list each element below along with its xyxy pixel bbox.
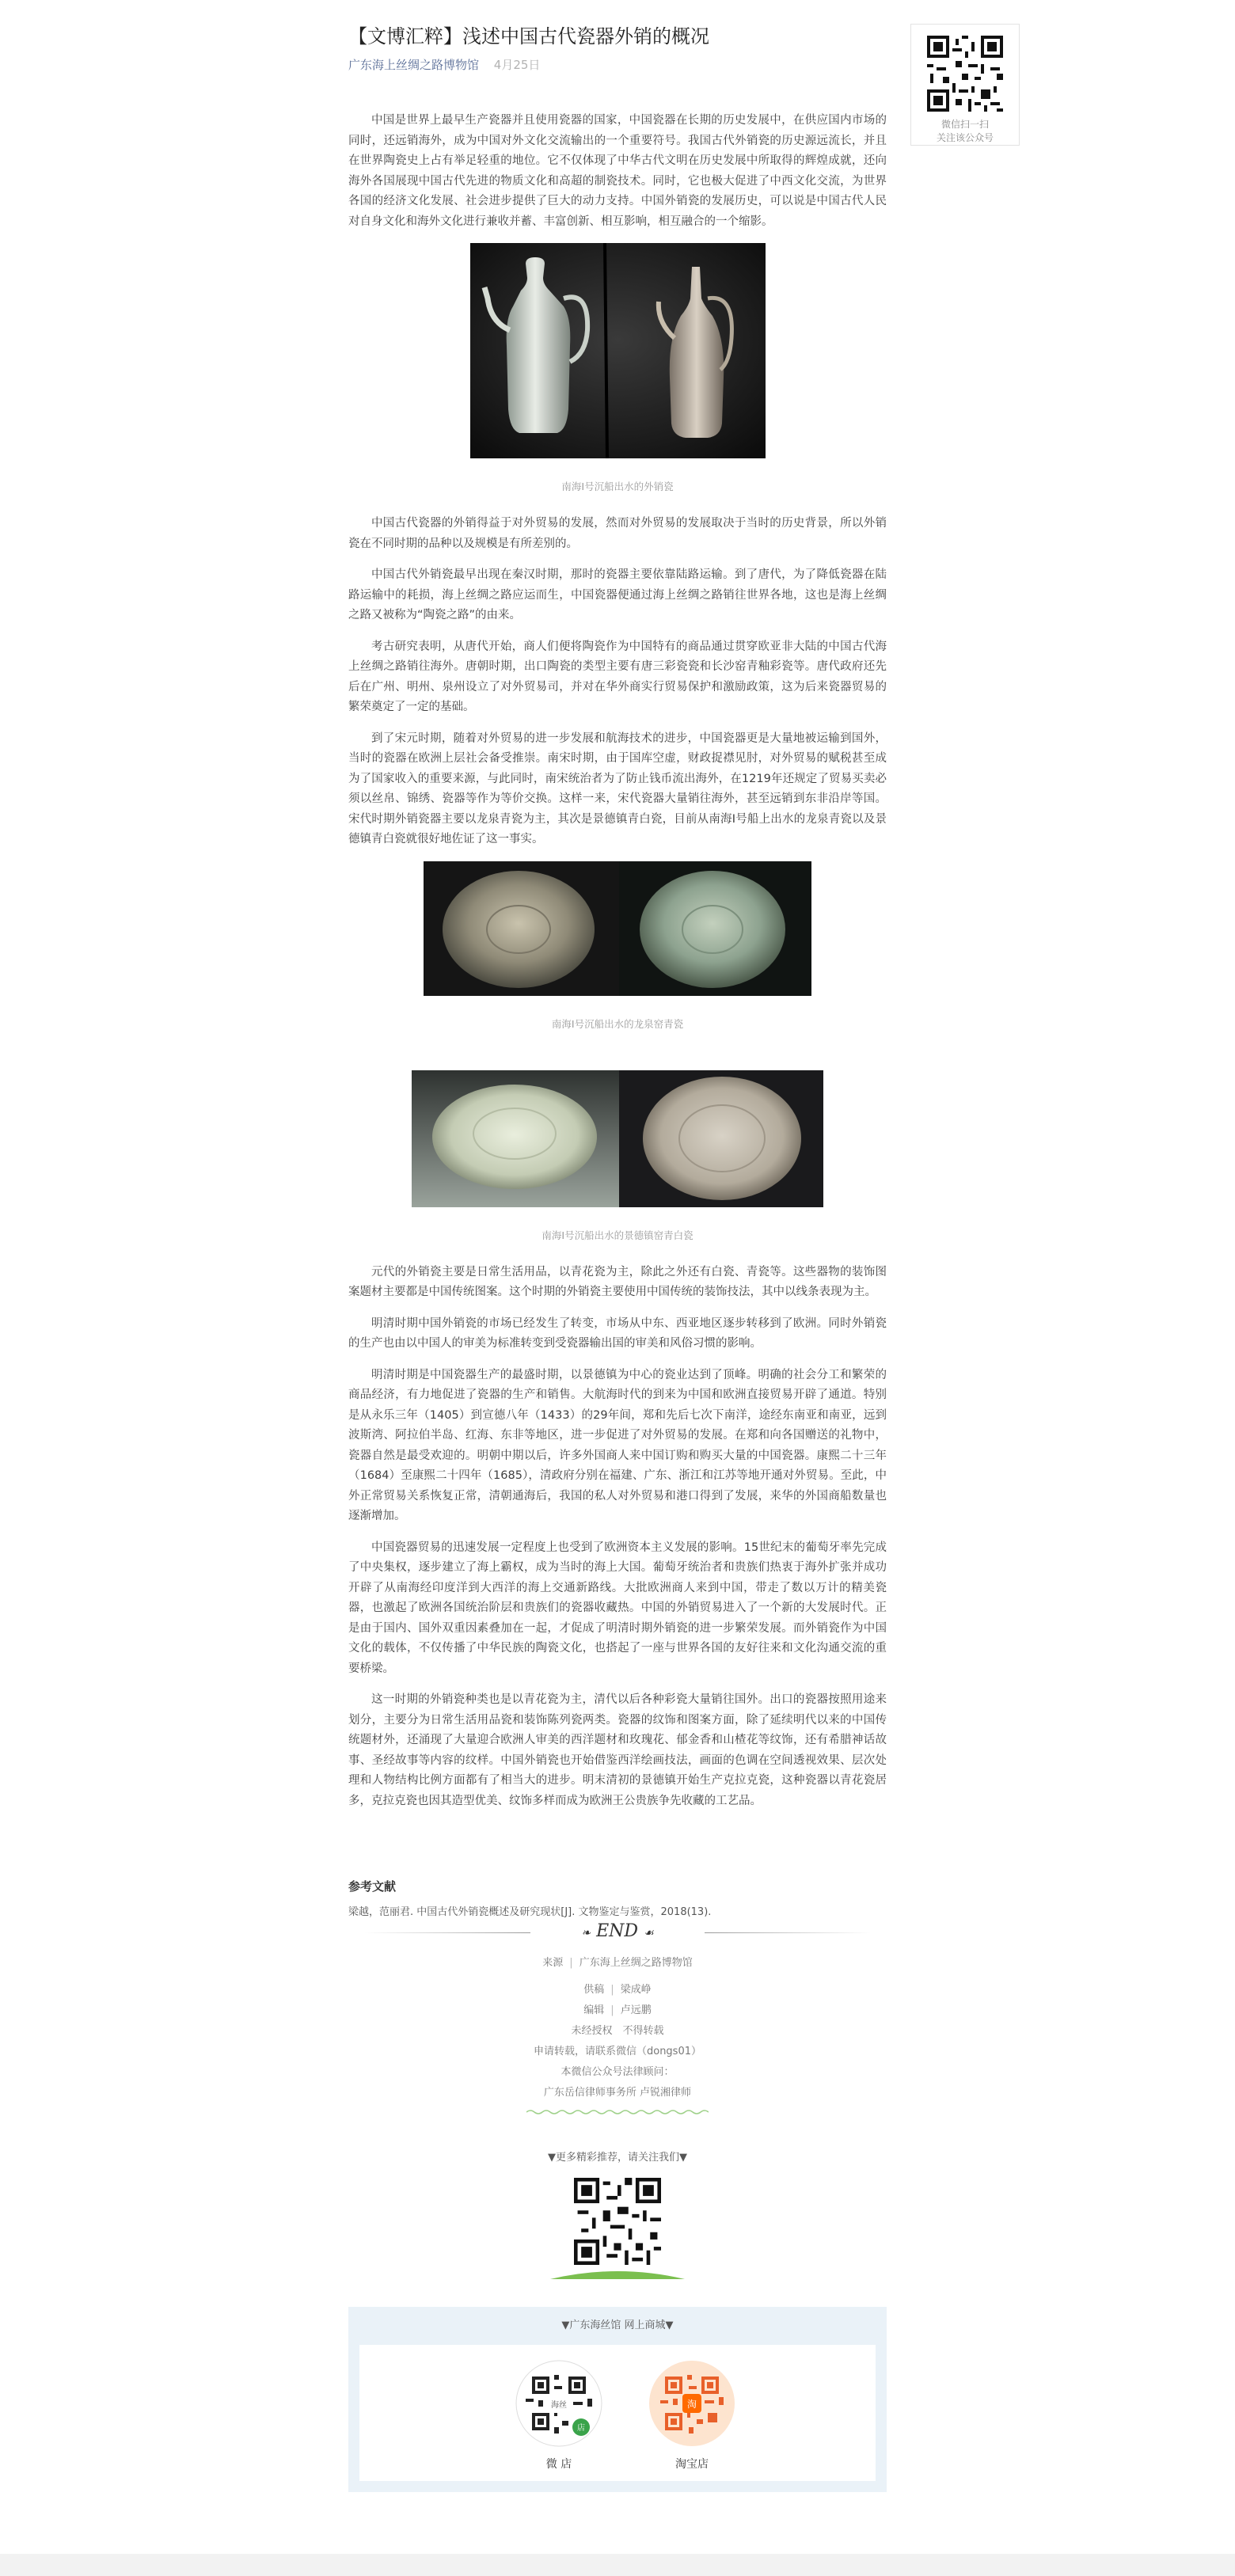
publish-date: 4月25日 bbox=[493, 58, 541, 72]
reference-entry: 梁越，范丽君. 中国古代外销瓷概述及研究现状[J]. 文物鉴定与鉴赏，2018(13). bbox=[348, 1906, 712, 1918]
account-name-link[interactable]: 广东海上丝绸之路博物馆 bbox=[348, 58, 480, 72]
shop-heading: ▼广东海丝馆 网上商城▼ bbox=[561, 2320, 674, 2331]
page-bottom-bar bbox=[0, 2554, 1235, 2576]
figure-caption: 南海I号沉船出水的龙泉窑青瓷 bbox=[551, 1017, 684, 1030]
credit-supply: 供稿 | 梁成峥 bbox=[583, 1984, 652, 1996]
taobao-qr-icon bbox=[640, 2359, 743, 2451]
paragraph: 元代的外销瓷主要是日常生活用品，以青花瓷为主，除此之外还有白瓷、青瓷等。这些器物的装饰图案题材主要都是中国传统图案。这个时期的外销瓷主要使用中国传统的装饰技法，其中以线条表现为主。 bbox=[348, 1265, 887, 1298]
article bbox=[348, 22, 887, 1921]
article-title: 【文博汇粹】浅述中国古代瓷器外销的概况 bbox=[348, 25, 709, 47]
qr-hint-line2: 关注该公众号 bbox=[936, 132, 994, 143]
paragraph: 明清时期是中国瓷器生产的最盛时期，以景德镇为中心的瓷业达到了顶峰。明确的社会分工和繁荣的商品经济，有力地促进了瓷器的生产和销售。大航海时代的到来为中国和欧洲直接贸易开辟了通道。特别是从永乐三年（1405）到宣德八年（1433）的29年间，郑和先后七次下南洋，途经东南亚和南亚，远到波斯湾、阿拉伯半岛、红海、东非等地区，进一步促进了对外贸易的发展。在郑和向各国赠送的礼物中，瓷器自然是最受欢迎的。明朝中期以后，许多外国商人来中国订购和购买大量的中国瓷器。康熙二十三年（1684）至康熙二十四年（1685），清政府分别在福建、广东、浙江和江苏等地开通对外贸易。至此，中外正常贸易关系恢复正常，清朝通海后，我国的私人对外贸易和港口得到了发展，来华的外国商船数量也逐渐增加。 bbox=[348, 1368, 887, 1522]
ewer-photo[interactable] bbox=[470, 243, 766, 458]
figure-caption: 南海I号沉船出水的景德镇窑青白瓷 bbox=[542, 1229, 694, 1241]
credit-source: 来源 | 广东海上丝绸之路博物馆 bbox=[542, 1957, 693, 1969]
credit-editor: 编辑 | 卢远鹏 bbox=[583, 2004, 652, 2016]
weidian-label: 微 店 bbox=[545, 2458, 572, 2471]
weidian-shop-item[interactable] bbox=[507, 2359, 610, 2472]
qr-code-icon bbox=[927, 36, 1003, 112]
paragraph: 中国古代外销瓷最早出现在秦汉时期，那时的瓷器主要依靠陆路运输。到了唐代，为了降低瓷器在陆路运输中的耗损，海上丝绸之路应运而生，中国瓷器便通过海上丝绸之路销往世界各地，这也是海上丝绸之路又被称为“陶瓷之路”的由来。 bbox=[348, 568, 887, 621]
weidian-qr-icon bbox=[507, 2359, 610, 2451]
svg-text:海丝: 海丝 bbox=[551, 2401, 567, 2410]
grass-decoration bbox=[550, 2262, 685, 2279]
no-reprint-notice: 未经授权 不得转载 bbox=[571, 2025, 664, 2037]
paragraph: 到了宋元时期，随着对外贸易的进一步发展和航海技术的进步，中国瓷器更是大量地被运输到国外，当时的瓷器在欧洲上层社会备受推崇。南宋时期，由于国库空虚，财政捉襟见肘，对外贸易的赋税甚至成为了国家收入的重要来源，与此同时，南宋统治者为了防止钱币流出海外，在1219年还规定了贸易买卖必须以丝帛、锦绣、瓷器等作为等价交换。这样一来，宋代瓷器大量销往海外，甚至远销到东非沿岸等国。宋代时期外销瓷器主要以龙泉青瓷为主，其次是景德镇青白瓷，目前从南海I号船上出水的龙泉青瓷以及景德镇青白瓷就很好地佐证了这一事实。 bbox=[348, 731, 887, 845]
references-heading: 参考文献 bbox=[348, 1879, 397, 1894]
figure-jingdezhen-qingbai bbox=[348, 1070, 887, 1210]
paragraph: 中国是世界上最早生产瓷器并且使用瓷器的国家，中国瓷器在长期的历史发展中，在供应国内市场的同时，还远销海外，成为中国对外文化交流输出的一个重要符号。我国古代外销瓷的历史源远流长，并且在世界陶瓷史上占有举足轻重的地位。它不仅体现了中华古代文明在历史发展中所取得的辉煌成就，还向海外各国展现中国古代先进的物质文化和高超的制瓷技术。同时，它也极大促进了中西文化交流，为世界各国的经济文化发展、社会进步提供了巨大的动力支持。中国外销瓷的发展历史，可以说是中国古代人民对自身文化和海外文化进行兼收并蓄、丰富创新、相互影响，相互融合的一个缩影。 bbox=[348, 114, 887, 228]
paragraph: 考古研究表明，从唐代开始，商人们便将陶瓷作为中国特有的商品通过贯穿欧亚非大陆的中国古代海上丝绸之路销往海外。唐朝时期，出口陶瓷的类型主要有唐三彩瓷瓷和长沙窑青釉彩瓷等。唐代政府还先后在广州、明州、泉州设立了对外贸易司，并对在华外商实行贸易保护和激励政策，这为后来瓷器贸易的繁荣奠定了一定的基础。 bbox=[348, 640, 887, 713]
follow-qr-card bbox=[910, 24, 1020, 146]
follow-recommend: ▼更多精彩推荐，请关注我们▼ bbox=[548, 2152, 687, 2164]
qr-code-icon bbox=[574, 2178, 661, 2265]
paragraph: 这一时期的外销瓷种类也是以青花瓷为主，清代以后各种彩瓷大量销往国外。出口的瓷器按照用途来划分，主要分为日常生活用品瓷和装饰陈列瓷两类。瓷器的纹饰和图案方面，除了延续明代以来的中国传统题材外，还涌现了大量迎合欧洲人审美的西洋题材和玫瑰花、郁金香和山楂花等纹饰，还有希腊神话故事、圣经故事等内容的纹样。中国外销瓷也开始借鉴西洋绘画技法，画面的色调在空间透视效果、层次处理和人物结构比例方面都有了相当大的进步。明末清初的景德镇开始生产克拉克瓷，这种瓷器以青花瓷居多，克拉克瓷也因其造型优美、纹饰多样而成为欧洲王公贵族争先收藏的工艺品。 bbox=[348, 1693, 887, 1807]
end-mark: ❧ END ☙ bbox=[581, 1921, 654, 1941]
end-ornament bbox=[348, 1920, 887, 1943]
legal-advisor-name: 广东岳信律师事务所 卢锐湘律师 bbox=[543, 2087, 692, 2099]
figure-export-porcelain bbox=[348, 243, 887, 462]
legal-advisor-label: 本微信公众号法律顾问： bbox=[560, 2066, 674, 2078]
paragraph: 中国瓷器贸易的迅速发展一定程度上也受到了欧洲资本主义发展的影响。15世纪末的葡萄牙率先完成了中央集权，逐步建立了海上霸权，成为当时的海上大国。葡萄牙统治者和贵族们热衷于海外扩张并成功开辟了从南海经印度洋到大西洋的海上交通新路线。大批欧洲商人来到中国，带走了数以万计的精美瓷器，也激起了欧洲各国统治阶层和贵族们的瓷器收藏热。中国的外销贸易进入了一个新的大发展时代。正是由于国内、国外双重因素叠加在一起，才促成了明清时期外销瓷的进一步繁荣发展。而外销瓷作为中国文化的载体，不仅传播了中华民族的陶瓷文化，也搭起了一座与世界各国的友好往来和文化沟通交流的重要桥梁。 bbox=[348, 1541, 887, 1675]
wavy-divider bbox=[526, 2109, 709, 2115]
qr-hint-line1: 微信扫一扫 bbox=[940, 119, 989, 130]
taobao-shop-item[interactable] bbox=[640, 2359, 743, 2472]
paragraph: 中国古代瓷器的外销得益于对外贸易的发展，然而对外贸易的发展取决于当时的历史背景，所以外销瓷在不同时期的品种以及规模是有所差别的。 bbox=[348, 517, 887, 550]
end-credits bbox=[348, 1920, 887, 2282]
reprint-contact: 申请转载，请联系微信（dongs01） bbox=[533, 2046, 701, 2057]
svg-text:淘: 淘 bbox=[686, 2399, 697, 2410]
taobao-label: 淘宝店 bbox=[675, 2458, 709, 2471]
paragraph: 明清时期中国外销瓷的市场已经发生了转变，市场从中东、西亚地区逐步转移到了欧洲。同时外销瓷的生产也由以中国人的审美为标准转变到受瓷器输出国的审美和风俗习惯的影响。 bbox=[348, 1316, 887, 1350]
article-meta bbox=[348, 55, 887, 74]
figure-caption: 南海I号沉船出水的外销瓷 bbox=[561, 481, 674, 492]
qingbai-plates-photo[interactable] bbox=[412, 1070, 823, 1207]
shop-inner bbox=[359, 2345, 876, 2481]
online-shop-panel bbox=[348, 2307, 887, 2492]
figure-longquan-celadon bbox=[348, 861, 887, 999]
celadon-bowls-photo[interactable] bbox=[424, 861, 811, 996]
svg-text:店: 店 bbox=[577, 2424, 585, 2433]
